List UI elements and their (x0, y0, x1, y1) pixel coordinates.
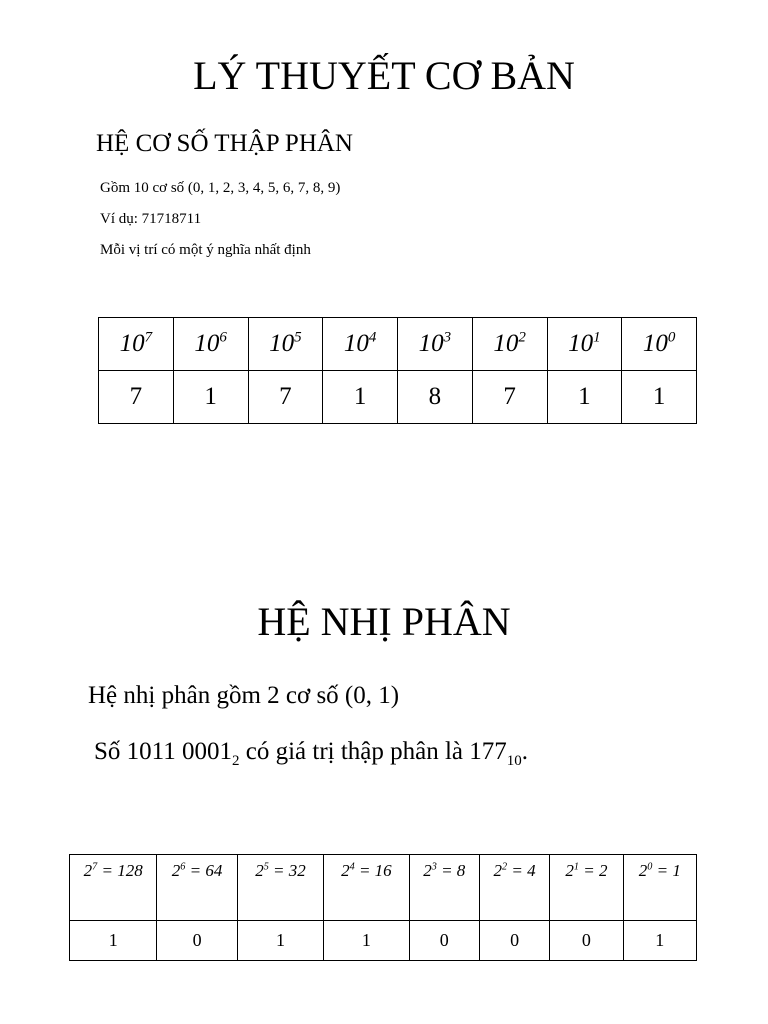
power-exponent: 1 (593, 329, 601, 346)
power-value: = 64 (185, 861, 223, 880)
power-base: 2 (493, 861, 503, 880)
decimal-power-cell (472, 318, 547, 371)
decimal-place-value-table (98, 317, 697, 424)
decimal-digit-cell: 8 (398, 371, 473, 424)
power-exponent: 2 (502, 861, 508, 873)
power-exponent: 7 (92, 861, 98, 873)
binary-power-cell (70, 855, 157, 921)
power-base: 10 (343, 330, 369, 357)
power-value: = 2 (578, 861, 608, 880)
decimal-power-cell (622, 318, 697, 371)
power-base: 2 (423, 861, 432, 880)
binary-power-cell (324, 855, 409, 921)
decimal-power-cell (547, 318, 622, 371)
binary-digit-cell: 0 (550, 921, 623, 961)
power-value: = 32 (268, 861, 306, 880)
power-exponent: 5 (263, 861, 269, 873)
power-exponent: 4 (368, 329, 377, 346)
example-base-10: 10 (506, 753, 522, 769)
decimal-digit-cell: 7 (248, 371, 323, 424)
decimal-section-heading: HỆ CƠ SỐ THẬP PHÂN (96, 130, 353, 157)
power-exponent: 1 (573, 861, 579, 873)
example-suffix: . (521, 738, 529, 765)
power-base: 2 (83, 861, 93, 880)
power-exponent: 4 (349, 861, 355, 873)
binary-digit-cell: 0 (157, 921, 237, 961)
power-base: 2 (255, 861, 264, 880)
binary-power-cell (157, 855, 237, 921)
decimal-description: Gồm 10 cơ số (0, 1, 2, 3, 4, 5, 6, 7, 8, 9) (100, 180, 341, 196)
decimal-power-cell (398, 318, 473, 371)
power-exponent: 0 (647, 861, 653, 873)
power-base: 10 (194, 330, 220, 357)
example-middle: có giá trị thập phân là 177 (239, 738, 507, 765)
power-value: = 8 (436, 861, 466, 880)
binary-description: Hệ nhị phân gồm 2 cơ số (0, 1) (88, 682, 400, 709)
power-base: 10 (642, 330, 668, 357)
binary-digit-cell: 0 (409, 921, 479, 961)
power-base: 10 (418, 330, 444, 357)
power-base: 10 (568, 330, 594, 357)
example-base-2: 2 (231, 753, 240, 769)
decimal-power-cell (323, 318, 398, 371)
power-exponent: 0 (667, 329, 676, 346)
binary-digit-cell: 1 (324, 921, 409, 961)
binary-digit-cell: 1 (623, 921, 696, 961)
power-base: 10 (269, 330, 295, 357)
decimal-power-cell (99, 318, 174, 371)
power-base: 10 (119, 330, 145, 357)
power-exponent: 3 (431, 861, 437, 873)
decimal-example: Ví dụ: 71718711 (100, 211, 202, 227)
binary-digit-cell: 1 (70, 921, 157, 961)
power-exponent: 3 (443, 329, 452, 346)
binary-power-cell (479, 855, 549, 921)
decimal-digit-row (99, 371, 697, 424)
power-exponent: 2 (518, 329, 526, 346)
binary-power-cell (237, 855, 323, 921)
power-base: 2 (341, 861, 350, 880)
decimal-position-note: Mỗi vị trí có một ý nghĩa nhất định (100, 242, 311, 258)
power-base: 2 (565, 861, 574, 880)
decimal-digit-cell: 1 (323, 371, 398, 424)
decimal-digit-cell: 7 (472, 371, 547, 424)
binary-example (94, 738, 529, 769)
binary-digit-cell: 0 (479, 921, 549, 961)
decimal-power-row (99, 318, 697, 371)
binary-power-cell (623, 855, 696, 921)
power-exponent: 6 (180, 861, 186, 873)
power-exponent: 5 (294, 329, 302, 346)
binary-power-row (70, 855, 697, 921)
decimal-digit-cell: 1 (173, 371, 248, 424)
binary-power-cell (550, 855, 623, 921)
power-base: 2 (638, 861, 648, 880)
decimal-digit-cell: 1 (547, 371, 622, 424)
decimal-digit-cell: 1 (622, 371, 697, 424)
power-base: 10 (493, 330, 519, 357)
power-exponent: 6 (219, 329, 227, 346)
binary-digit-row (70, 921, 697, 961)
power-value: = 128 (97, 861, 143, 880)
decimal-power-cell (248, 318, 323, 371)
binary-digit-cell: 1 (237, 921, 323, 961)
decimal-power-cell (173, 318, 248, 371)
decimal-digit-cell: 7 (99, 371, 174, 424)
binary-section-title: HỆ NHỊ PHÂN (257, 599, 511, 644)
page-title: LÝ THUYẾT CƠ BẢN (193, 53, 575, 98)
power-exponent: 7 (144, 329, 153, 346)
example-prefix: Số 1011 0001 (94, 738, 232, 765)
power-value: = 16 (354, 861, 392, 880)
binary-power-cell (409, 855, 479, 921)
binary-place-value-table (69, 854, 697, 961)
power-value: = 1 (652, 861, 681, 880)
power-base: 2 (171, 861, 181, 880)
power-value: = 4 (507, 861, 536, 880)
